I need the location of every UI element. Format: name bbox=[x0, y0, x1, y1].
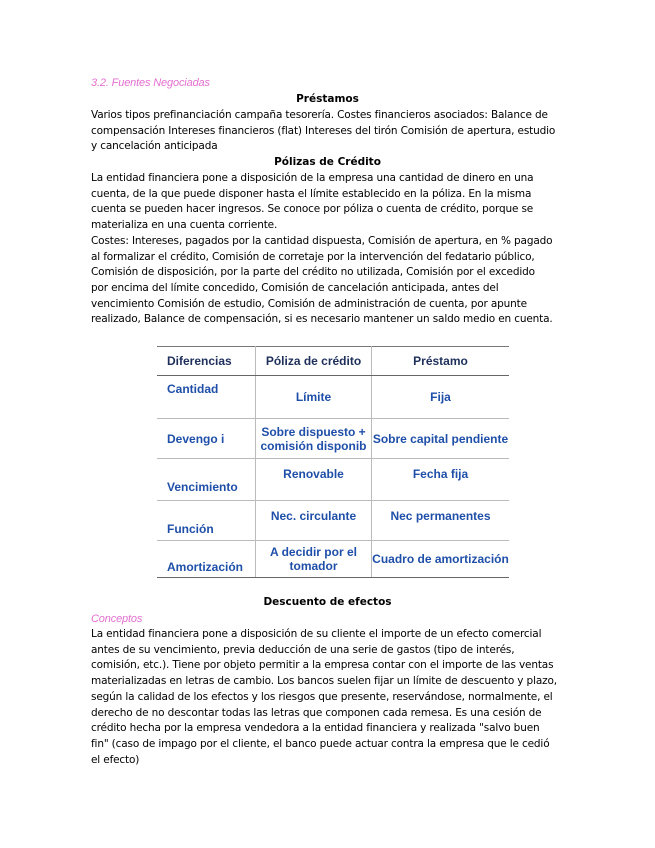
text-line: al formalizar el crédito, Comisión de corretaje por la intervención del fedatario público, bbox=[91, 250, 535, 263]
text-line: La entidad financiera pone a disposición de su cliente el importe de un efecto comercial bbox=[91, 628, 542, 640]
text-line: Costes: Intereses, pagados por la cantidad dispuesta, Comisión de apertura, en % pagado bbox=[91, 234, 553, 247]
prestamos-title: Préstamos bbox=[296, 93, 359, 105]
prestamos-paragraph bbox=[91, 108, 569, 155]
table-header-cell: Diferencias bbox=[157, 347, 256, 376]
table-row bbox=[157, 376, 509, 419]
table-cell: Sobre capital pendiente bbox=[372, 419, 510, 459]
table-header-cell: Póliza de crédito bbox=[256, 347, 372, 376]
text-line: vencimiento Comisión de estudio, Comisión de administración de cuenta, por apunte bbox=[91, 297, 527, 310]
text-line: realizado, Balance de compensación, si es necesario mantener un saldo medio en cuenta. bbox=[91, 313, 553, 326]
table-cell: Nec permanentes bbox=[372, 501, 510, 541]
polizas-paragraph bbox=[91, 171, 569, 328]
conceptos-subheading: Conceptos bbox=[91, 613, 143, 625]
text-line: cuenta, de la que puede disponer hasta el límite establecido en la póliza. En la misma bbox=[91, 187, 532, 200]
text-line: y cancelación anticipada bbox=[91, 140, 218, 153]
text-line: antes de su vencimiento, previa deducción de una serie de gastos (tipo de interés, bbox=[91, 643, 515, 656]
text-line: Comisión de disposición, por la parte del crédito no utilizada, Comisión por el excedido bbox=[91, 266, 535, 279]
text-line: comisión, etc.). Tiene por objeto permitir a la empresa contar con el importe de las ventas bbox=[91, 659, 554, 672]
table-cell: Fecha fija bbox=[372, 459, 510, 501]
text-line: materializadas en letras de cambio. Los bancos suelen fijar un límite de descuento y plazo, bbox=[91, 675, 557, 688]
text-line: La entidad financiera pone a disposición de la empresa una cantidad de dinero en una bbox=[91, 172, 534, 184]
comparison-table bbox=[157, 346, 509, 578]
text-line: el efecto) bbox=[91, 753, 140, 766]
text-line: materializa en una cuenta corriente. bbox=[91, 219, 278, 232]
text-line: derecho de no descontar todas las letras que componen cada remesa. Es una cesión de bbox=[91, 706, 542, 719]
table-cell: Nec. circulante bbox=[256, 501, 372, 541]
descuento-title: Descuento de efectos bbox=[263, 596, 392, 608]
table-cell: Cantidad bbox=[157, 376, 256, 419]
table-header-cell: Préstamo bbox=[372, 347, 510, 376]
table-row bbox=[157, 419, 509, 459]
table-cell: Renovable bbox=[256, 459, 372, 501]
table-row bbox=[157, 459, 509, 501]
text-line: según la calidad de los efectos y los riesgos que presente, reservándose, normalmente, el bbox=[91, 690, 553, 703]
table-cell: Vencimiento bbox=[157, 459, 256, 501]
text-line: Varios tipos prefinanciación campaña tesorería. Costes financieros asociados: Balance de bbox=[91, 109, 548, 121]
table-header-row bbox=[157, 347, 509, 376]
table-row bbox=[157, 501, 509, 541]
table-cell: Función bbox=[157, 501, 256, 541]
text-line: por encima del límite concedido, Comisión de cancelación anticipada, antes del bbox=[91, 281, 499, 294]
section-heading: 3.2. Fuentes Negociadas bbox=[91, 77, 210, 89]
descuento-paragraph bbox=[91, 627, 569, 768]
polizas-title: Pólizas de Crédito bbox=[274, 156, 381, 168]
text-line: fin" (caso de impago por el cliente, el banco puede actuar contra la empresa que le cedió bbox=[91, 737, 550, 750]
table-cell: Sobre dispuesto + comisión disponib bbox=[256, 419, 372, 459]
table-cell: Límite bbox=[256, 376, 372, 419]
table-cell: Devengo i bbox=[157, 419, 256, 459]
table-cell: Cuadro de amortización bbox=[372, 541, 510, 578]
table-cell: Fija bbox=[372, 376, 510, 419]
text-line: compensación Intereses financieros (flat) Intereses del tirón Comisión de apertura, estudio bbox=[91, 124, 556, 137]
table-row bbox=[157, 541, 509, 578]
text-line: cuenta se pueden hacer ingresos. Se conoce por póliza o cuenta de crédito, porque se bbox=[91, 203, 534, 216]
text-line: crédito hecha por la empresa vendedora a la entidad financiera y realizada "salvo buen bbox=[91, 722, 540, 735]
table-cell: A decidir por el tomador bbox=[256, 541, 372, 578]
table-cell: Amortización bbox=[157, 541, 256, 578]
